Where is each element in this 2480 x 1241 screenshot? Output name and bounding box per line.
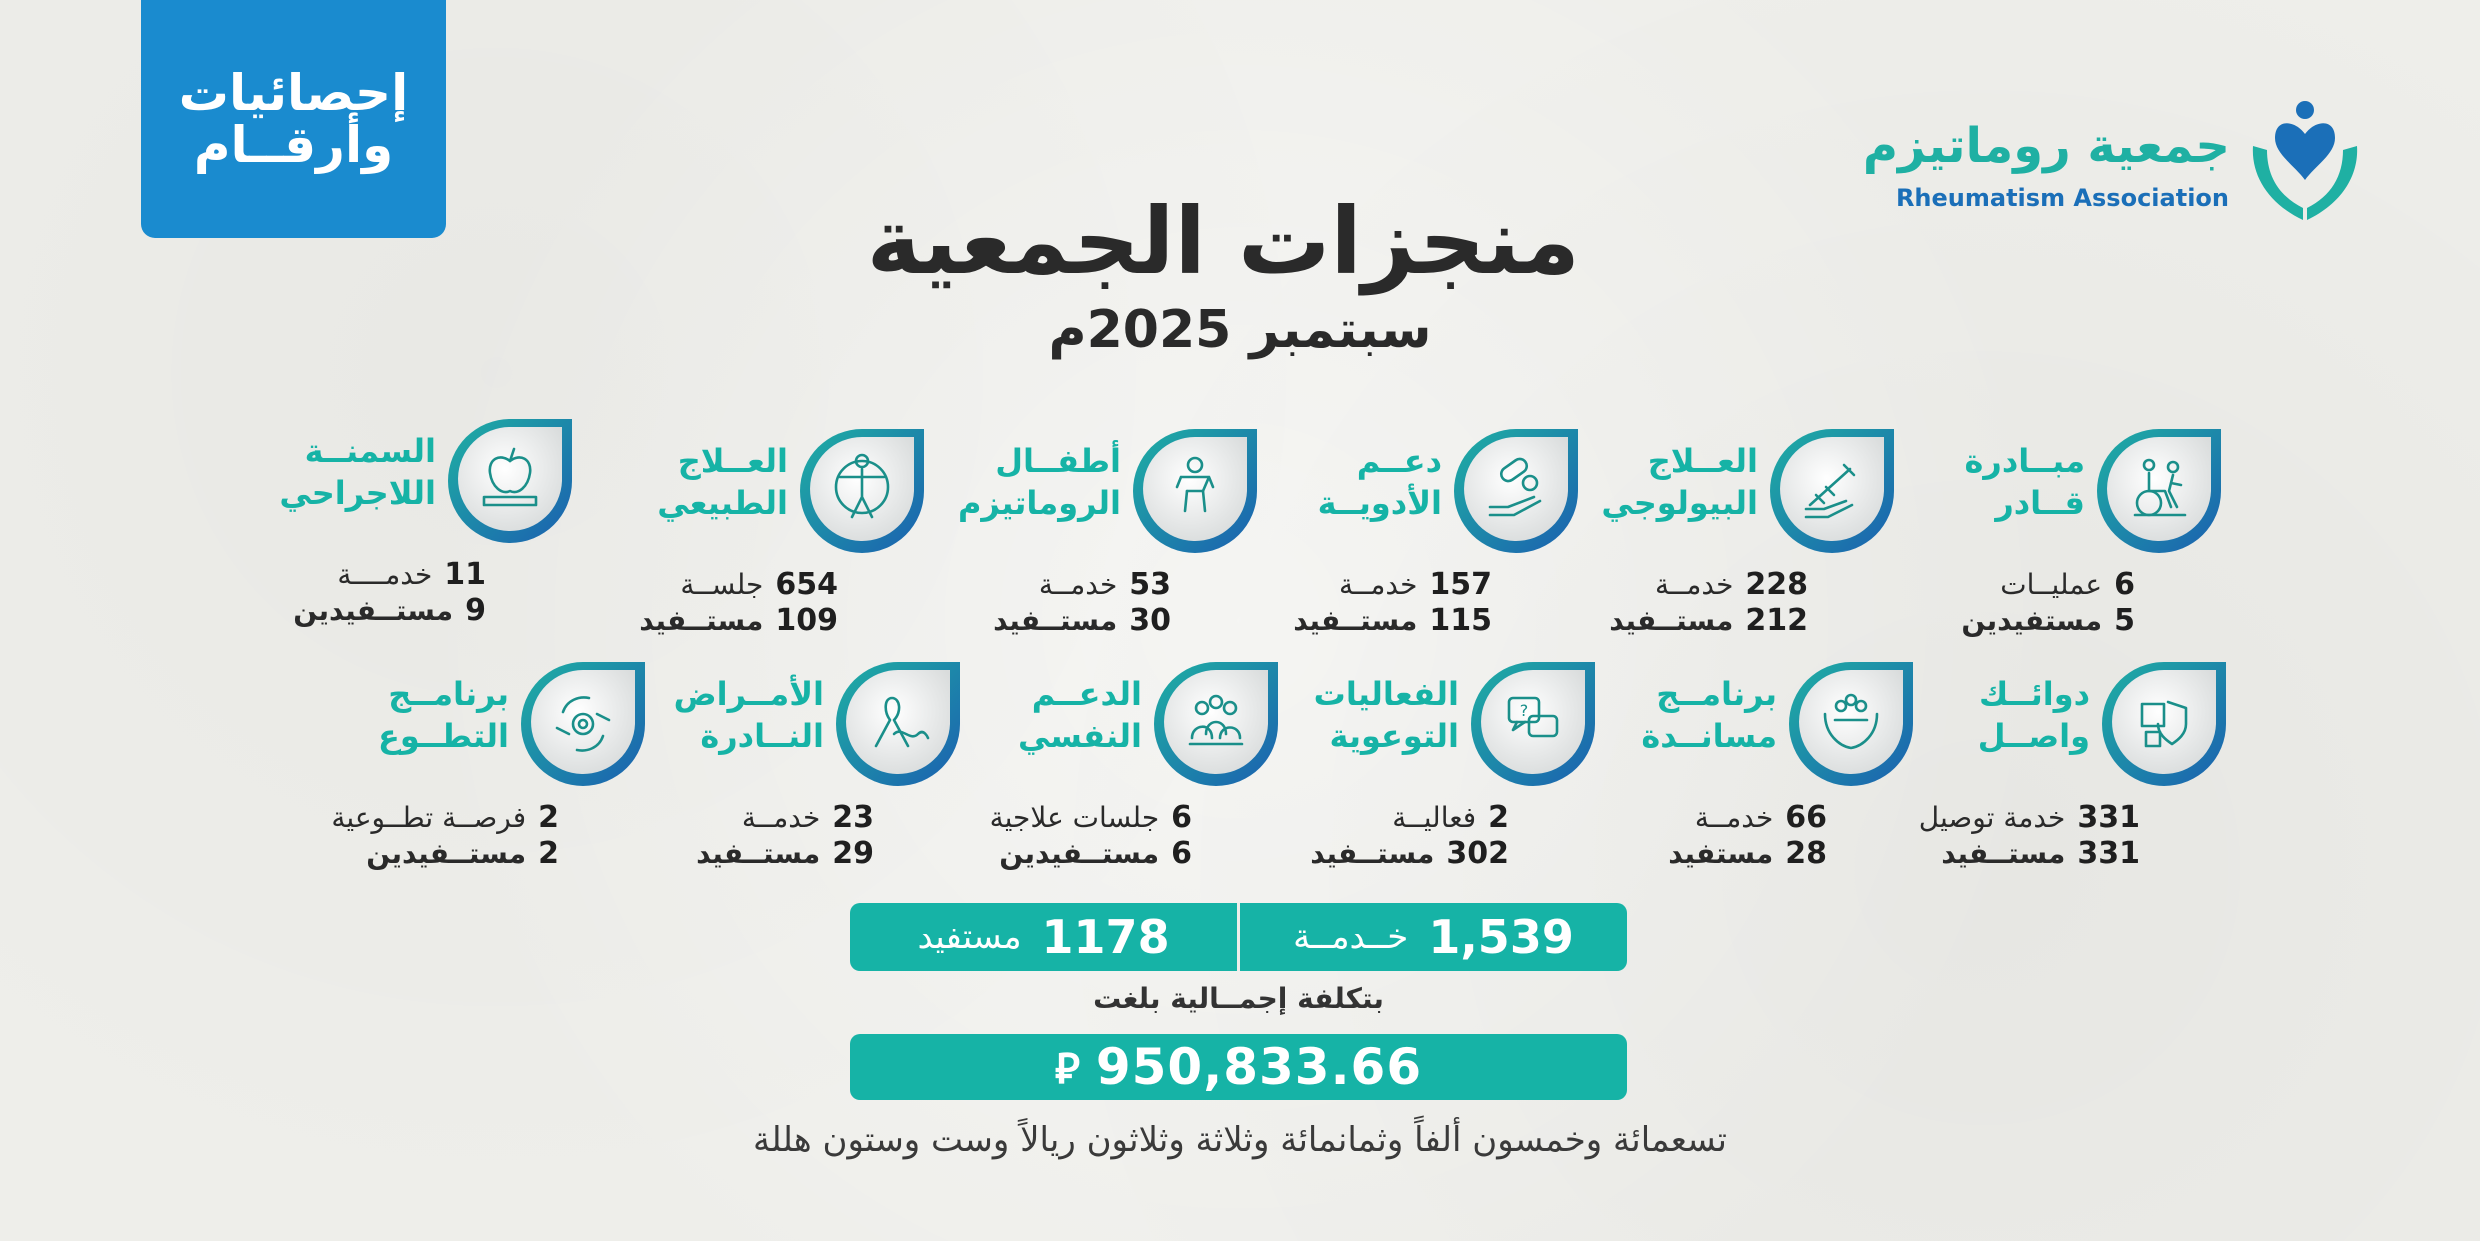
total-beneficiaries — [850, 903, 1240, 971]
program-name-line-1: مبــادرة — [1964, 442, 2085, 480]
program-name-line-1: برنامــج — [388, 675, 509, 713]
support-hands-icon — [1785, 658, 1917, 790]
program-name-line-1: العــلاج — [1647, 442, 1758, 480]
program-name-line-2: قــادر — [1995, 483, 2085, 522]
stat-label: مستــفيد — [696, 837, 821, 870]
stat-label: فعاليــة — [1392, 801, 1477, 834]
stat-label: جلســة — [680, 568, 764, 601]
program-name-line-2: الروماتيزم — [957, 483, 1121, 522]
program-stat-beneficiaries — [259, 836, 559, 871]
stat-number: 30 — [1129, 603, 1171, 638]
program-card-awareness — [1299, 658, 1599, 871]
program-stat-primary — [259, 800, 559, 835]
stat-number: 28 — [1785, 836, 1827, 871]
program-name-line-1: السمنــة — [304, 432, 436, 470]
stat-label: خدمــــة — [337, 558, 433, 591]
program-name — [568, 441, 788, 524]
program-name-line-1: أطفــال — [995, 442, 1121, 480]
program-card-volunteer — [331, 658, 649, 871]
stat-label: مستــفيدين — [999, 837, 1160, 870]
stat-label: مستفيدين — [1961, 604, 2103, 637]
pills-hand-icon — [1450, 425, 1582, 557]
stat-label: خدمــة — [1038, 568, 1118, 601]
stat-number: 2 — [538, 836, 559, 871]
program-name-line-2: التوعوية — [1329, 716, 1459, 755]
cost-label: بتكلفة إجمــالية بلغت — [1093, 982, 1384, 1015]
program-stat-primary — [186, 557, 486, 592]
stat-number: 11 — [444, 557, 486, 592]
delivery-shield-icon — [2098, 658, 2230, 790]
stat-label: مستــفيد — [1293, 604, 1418, 637]
program-card-psych — [982, 658, 1282, 871]
program-name-line-1: الفعاليات — [1313, 675, 1459, 713]
stat-label: مستــفيد — [1941, 837, 2066, 870]
stat-label: خدمة توصيل — [1918, 801, 2066, 834]
stat-number: 29 — [832, 836, 874, 871]
page-subtitle: سبتمبر 2025م — [1048, 300, 1432, 360]
stat-number: 6 — [1171, 800, 1192, 835]
program-name — [216, 431, 436, 514]
page-title: منجزات الجمعية — [866, 188, 1580, 295]
apple-tape-icon — [444, 415, 576, 547]
stat-label: فرصــة تطــوعية — [331, 801, 527, 834]
stat-label: مستــفيد — [1609, 604, 1734, 637]
program-name — [1865, 441, 2085, 524]
stat-number: 6 — [1171, 836, 1192, 871]
stat-label: مستــفيدين — [366, 837, 527, 870]
program-name-line-1: العــلاج — [677, 442, 788, 480]
logo-name-en: Rheumatism Association — [1895, 184, 2229, 212]
stat-label: جلسات علاجية — [989, 801, 1160, 834]
program-name — [901, 441, 1121, 524]
totals-bar — [850, 903, 1627, 971]
program-card-wasel — [1918, 658, 2230, 871]
program-card-medicine — [1282, 425, 1582, 638]
program-name-line-1: دعــم — [1356, 442, 1442, 480]
program-name-line-1: الدعــم — [1031, 675, 1142, 713]
stats-badge — [141, 0, 446, 238]
stat-number: 302 — [1446, 836, 1509, 871]
child-icon — [1129, 425, 1261, 557]
stat-number: 331 — [2077, 800, 2140, 835]
association-logo — [1862, 96, 2365, 236]
stat-number: 212 — [1745, 603, 1808, 638]
stat-label: مستــفيد — [639, 604, 764, 637]
total-services — [1240, 903, 1627, 971]
program-stat-beneficiaries — [186, 593, 486, 628]
volunteer-cycle-icon — [517, 658, 649, 790]
program-card-kids — [957, 425, 1261, 638]
program-name-line-2: اللاجراحي — [279, 473, 436, 512]
stat-number: 157 — [1429, 567, 1492, 602]
stat-number: 23 — [832, 800, 874, 835]
cost-bar — [850, 1034, 1627, 1100]
stat-label: مستــفيدين — [293, 594, 454, 627]
badge-line-1: إحصائيات — [178, 63, 409, 122]
program-name-line-1: برنامــج — [1656, 675, 1777, 713]
badge-line-2: وأرقــام — [193, 116, 394, 174]
stat-label: مستفيد — [1668, 837, 1774, 870]
program-name-line-2: النــادرة — [700, 716, 824, 755]
stat-label: خدمــة — [1338, 568, 1418, 601]
stat-number: 6 — [2114, 567, 2135, 602]
stat-label: مستــفيد — [993, 604, 1118, 637]
cost-amount: 950,833.66 — [1095, 1038, 1423, 1096]
total-beneficiaries-label: مستفيد — [917, 917, 1022, 957]
stat-number: 654 — [775, 567, 838, 602]
stat-number: 228 — [1745, 567, 1808, 602]
total-services-number: 1,539 — [1428, 910, 1574, 964]
stat-number: 53 — [1129, 567, 1171, 602]
stat-label: خدمــة — [1694, 801, 1774, 834]
stat-number: 66 — [1785, 800, 1827, 835]
program-name-line-2: النفسي — [1017, 716, 1142, 755]
stat-number: 5 — [2114, 603, 2135, 638]
program-name-line-2: الأدويــة — [1317, 483, 1442, 522]
stat-number: 115 — [1429, 603, 1492, 638]
program-name-line-2: مسانــدة — [1641, 716, 1777, 755]
program-card-qader — [1925, 425, 2225, 638]
stat-number: 331 — [2077, 836, 2140, 871]
svg-text:?: ? — [1519, 701, 1529, 720]
stat-label: عمليــات — [2000, 568, 2103, 601]
program-name-line-2: البيولوجي — [1601, 483, 1758, 522]
program-name — [289, 674, 509, 757]
stat-number: 2 — [1488, 800, 1509, 835]
ribbon-icon — [832, 658, 964, 790]
stat-number: 109 — [775, 603, 838, 638]
program-card-obesity — [276, 415, 576, 628]
program-name-line-2: التطــوع — [377, 716, 509, 755]
body-icon — [796, 425, 928, 557]
program-card-biologic — [1598, 425, 1898, 638]
stat-label: مستــفيد — [1310, 837, 1435, 870]
total-beneficiaries-number: 1178 — [1041, 910, 1170, 964]
syringe-icon — [1766, 425, 1898, 557]
program-name-line-2: واصــل — [1977, 716, 2090, 755]
program-stat-primary — [538, 567, 838, 602]
chat-bubbles-icon — [1467, 658, 1599, 790]
stat-number: 9 — [465, 593, 486, 628]
cost-in-words: تسعمائة وخمسون ألفاً وثمانمائة وثلاثة وثلاثون ريالاً وست وستون هللة — [753, 1120, 1727, 1160]
program-card-support — [1617, 658, 1917, 871]
program-name-line-2: الطبيعي — [657, 483, 788, 522]
stat-label: خدمــة — [741, 801, 821, 834]
stat-label: خدمــة — [1654, 568, 1734, 601]
total-services-label: خــدمــة — [1293, 917, 1409, 957]
group-icon — [1150, 658, 1282, 790]
program-name-line-1: الأمــراض — [673, 675, 824, 713]
program-stat-beneficiaries — [538, 603, 838, 638]
wheelchair-icon — [2093, 425, 2225, 557]
program-card-physio — [628, 425, 928, 638]
heart-hands-logo-icon — [2245, 96, 2365, 226]
stat-number: 2 — [538, 800, 559, 835]
riyal-symbol-icon: ⃁ — [1054, 1043, 1080, 1093]
logo-name-ar: جمعية روماتيزم — [1862, 118, 2230, 174]
program-name-line-1: دوائــك — [1979, 675, 2090, 713]
program-card-rare — [664, 658, 964, 871]
